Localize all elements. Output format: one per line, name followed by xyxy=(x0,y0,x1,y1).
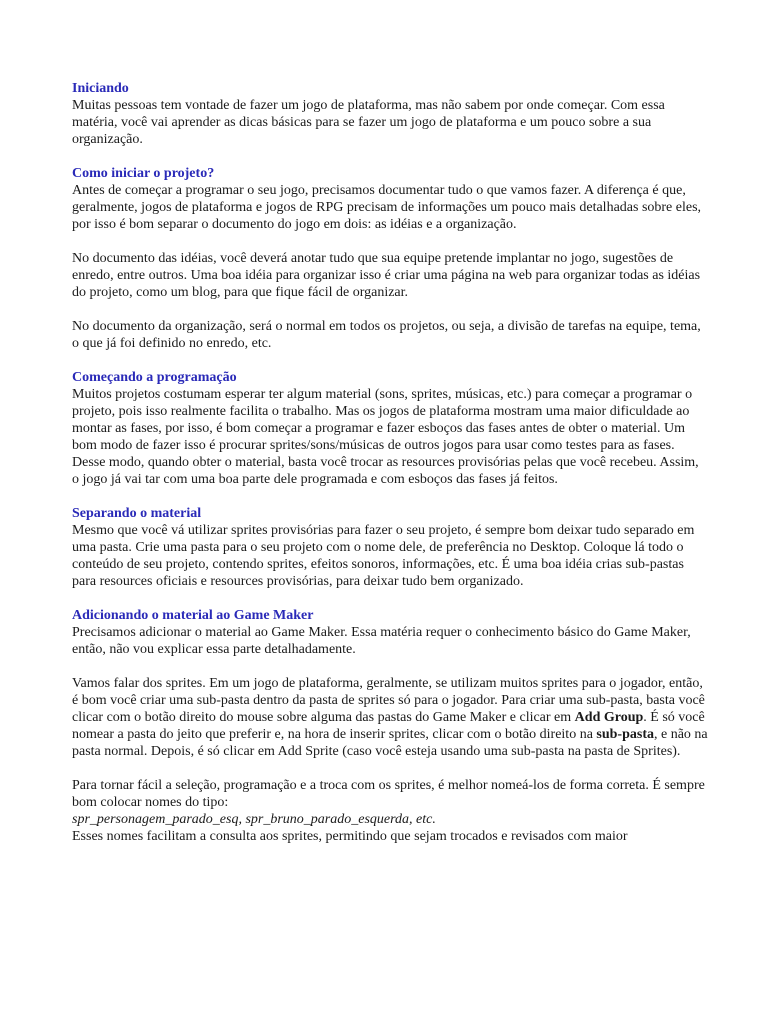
bold-add-group: Add Group xyxy=(574,710,644,725)
paragraph: Muitos projetos costumam esperar ter algum material (sons, sprites, músicas, etc.) para começar a programar o projeto, pois isso realmente facilita o trabalho. Mas os jogos de plataforma mostram uma maior dificuldade ao montar as fases, por isso, é bom começar a programar e fazer esboços das fases antes de obter o material. Um bom modo de fazer isso é procurar sprites/sons/músicas de outros jogos para usar como testes para as fases. Desse modo, quando obter o material, basta você trocar as resources provisórias pelas que você recebeu. Assim, o jogo já vai tar com uma boa parte dele programada e com esboços das fases já feitos. xyxy=(72,387,699,487)
paragraph-sprites xyxy=(72,675,708,760)
example-names: spr_personagem_parado_esq, spr_bruno_parado_esquerda, etc. xyxy=(72,812,436,827)
paragraph: No documento da organização, será o normal em todos os projetos, ou seja, a divisão de tarefas na equipe, tema, o que já foi definido no enredo, etc. xyxy=(72,319,701,351)
bold-sub-pasta: sub-pasta xyxy=(596,727,654,742)
paragraph: Antes de começar a programar o seu jogo, precisamos documentar tudo o que vamos fazer. A diferença é que, geralmente, jogos de plataforma e jogos de RPG precisam de informações um pouco mais detalhadas sobre eles, por isso é bom separar o documento do jogo em dois: as idéias e a organização. xyxy=(72,183,702,232)
section-heading: Iniciando xyxy=(72,81,129,96)
paragraph: No documento das idéias, você deverá anotar tudo que sua equipe pretende implantar no jogo, sugestões de enredo, entre outros. Uma boa idéia para organizar isso é criar uma página na web para organizar todas as idéias do projeto, como um blog, para que fique fácil de organizar. xyxy=(72,251,701,300)
section-game-maker xyxy=(72,607,708,845)
section-heading: Como iniciar o projeto? xyxy=(72,166,215,181)
section-heading: Separando o material xyxy=(72,506,202,521)
text-run: . É só você nomear a pasta do jeito que preferir e, na hora de inserir sprites, clicar com o botão direito na xyxy=(72,710,705,742)
paragraph: Muitas pessoas tem vontade de fazer um jogo de plataforma, mas não sabem por onde começar. Com essa matéria, você vai aprender as dicas básicas para se fazer um jogo de plataforma e um pouco sobre a sua organização. xyxy=(72,98,665,147)
paragraph: Para tornar fácil a seleção, programação e a troca com os sprites, é melhor nomeá-los de forma correta. É sempre bom colocar nomes do tipo: xyxy=(72,778,705,810)
section-como-iniciar xyxy=(72,165,708,352)
section-separando-material xyxy=(72,505,708,590)
section-iniciando xyxy=(72,80,708,148)
paragraph: Precisamos adicionar o material ao Game Maker. Essa matéria requer o conhecimento básico do Game Maker, então, não vou explicar essa parte detalhadamente. xyxy=(72,625,691,657)
section-heading: Começando a programação xyxy=(72,370,237,385)
text-run: Vamos falar dos sprites. Em um jogo de plataforma, geralmente, se utilizam muitos sprites para o jogador, então, é bom você criar uma sub-pasta dentro da pasta de sprites só para o jogador. Para criar uma sub-pasta, basta você clicar com o botão direito do mouse sobre alguma das pastas do Game Maker e clicar em xyxy=(72,676,705,725)
text-run: , e não na pasta normal. Depois, é só clicar em Add Sprite (caso você esteja usando uma sub-pasta na pasta de Sprites). xyxy=(72,727,708,759)
section-heading: Adicionando o material ao Game Maker xyxy=(72,608,314,623)
paragraph: Mesmo que você vá utilizar sprites provisórias para fazer o seu projeto, é sempre bom deixar tudo separado em uma pasta. Crie uma pasta para o seu projeto com o nome dele, de preferência no Desktop. Coloque lá todo o conteúdo de seu projeto, contendo sprites, efeitos sonoros, informações, etc. É uma boa idéia crias sub-pastas para resources oficiais e resources provisórias, para deixar tudo bem organizado. xyxy=(72,523,695,589)
section-comecando-programacao xyxy=(72,369,708,488)
paragraph: Esses nomes facilitam a consulta aos sprites, permitindo que sejam trocados e revisados com maior xyxy=(72,829,628,844)
